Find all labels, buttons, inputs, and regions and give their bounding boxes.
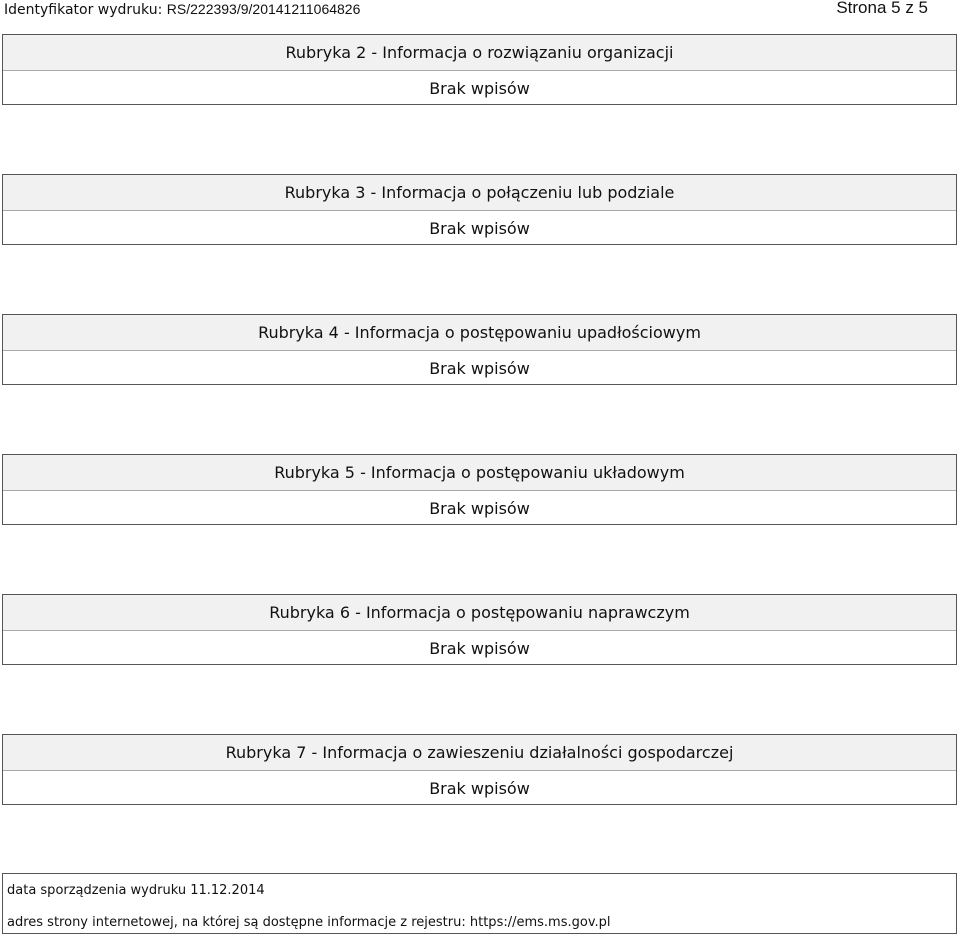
print-date: data sporządzenia wydruku 11.12.2014: [7, 883, 265, 898]
section-content: Brak wpisów: [429, 499, 530, 518]
section-title: Rubryka 2 - Informacja o rozwiązaniu organizacji: [3, 35, 956, 71]
print-identifier-label: Identyfikator wydruku:: [4, 2, 163, 18]
section-title: Rubryka 5 - Informacja o postępowaniu układowym: [3, 455, 956, 491]
page-footer: [2, 873, 957, 934]
print-identifier: [4, 1, 360, 18]
section-content: Brak wpisów: [429, 779, 530, 798]
section-rubryka-7: [2, 734, 957, 805]
section-title: Rubryka 7 - Informacja o zawieszeniu działalności gospodarczej: [3, 735, 956, 771]
section-content: Brak wpisów: [429, 359, 530, 378]
page-header: [0, 0, 960, 18]
section-rubryka-5: [2, 454, 957, 525]
print-identifier-value: RS/222393/9/20141211064826: [166, 1, 361, 17]
section-content: Brak wpisów: [429, 79, 530, 98]
page-number: Strona 5 z 5: [836, 0, 928, 17]
section-content: Brak wpisów: [429, 219, 530, 238]
section-rubryka-3: [2, 174, 957, 245]
section-title: Rubryka 6 - Informacja o postępowaniu naprawczym: [3, 595, 956, 631]
section-rubryka-6: [2, 594, 957, 665]
section-title: Rubryka 3 - Informacja o połączeniu lub podziale: [3, 175, 956, 211]
section-content: Brak wpisów: [429, 639, 530, 658]
section-rubryka-4: [2, 314, 957, 385]
section-title: Rubryka 4 - Informacja o postępowaniu upadłościowym: [3, 315, 956, 351]
registry-url-note: adres strony internetowej, na której są dostępne informacje z rejestru: https://ems.ms.gov.pl: [7, 915, 611, 930]
section-rubryka-2: [2, 34, 957, 105]
